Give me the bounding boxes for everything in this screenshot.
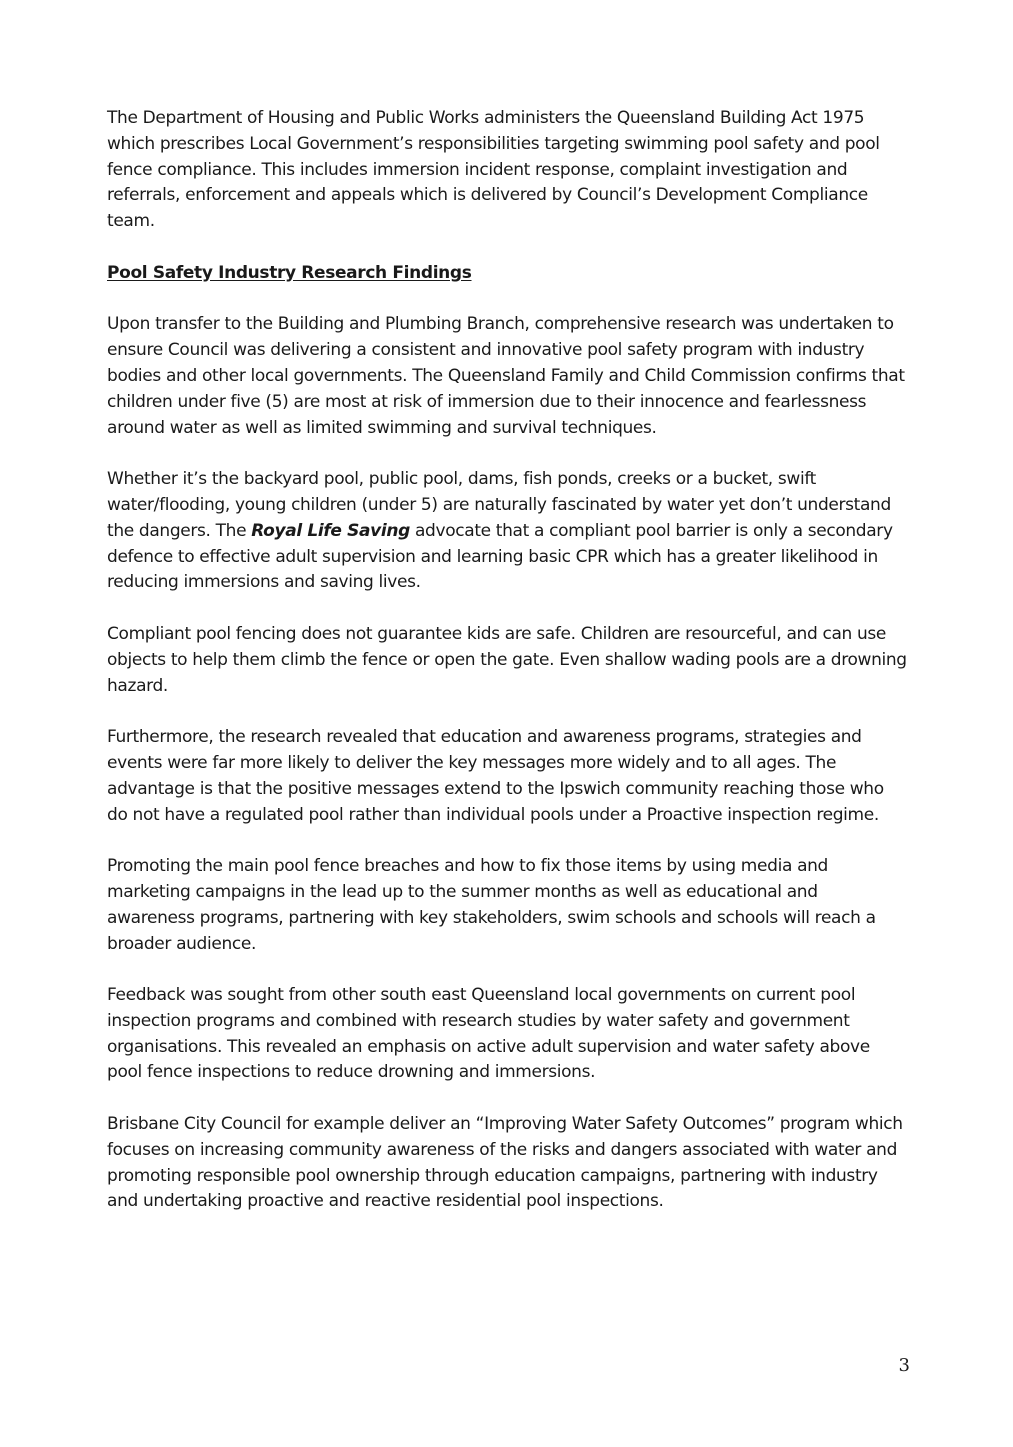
royal-life-saving-emphasis: Royal Life Saving [251,520,410,541]
paragraph-promoting-breaches: Promoting the main pool fence breaches and how to fix those items by using media and marketing campaigns in the lead up to the summer months as well as educational and awareness programs, partnering with key stakeholders, swim schools and schools will reach a broader audience. [107,856,876,954]
document-body [107,106,907,1241]
paragraph-research-transfer: Upon transfer to the Building and Plumbing Branch, comprehensive research was undertaken to ensure Council was delivering a consistent and innovative pool safety program with industry bodies and other local governments. The Queensland Family and Child Commission confirms that children under five (5) are most at risk of immersion due to their innocence and fearlessness around water as well as limited swimming and survival techniques. [107,314,905,438]
paragraph-water-dangers [107,467,907,596]
paragraph-compliant-fencing: Compliant pool fencing does not guarantee kids are safe. Children are resourceful, and can use objects to help them climb the fence or open the gate. Even shallow wading pools are a drowning hazard. [107,623,907,696]
paragraph-education-programs: Furthermore, the research revealed that education and awareness programs, strategies and events were far more likely to deliver the key messages more widely and to all ages. The advantage is that the positive messages extend to the Ipswich community reaching those who do not have a regulated pool rather than individual pools under a Proactive inspection regime. [107,727,884,825]
paragraph-brisbane-example: Brisbane City Council for example deliver an “Improving Water Safety Outcomes” program which focuses on increasing community awareness of the risks and dangers associated with water and promoting responsible pool ownership through education campaigns, partnering with industry and undertaking proactive and reactive residential pool inspections. [107,1114,903,1212]
paragraph-water-dangers-part-2: advocate that a compliant pool barrier is only a secondary defence to effective adult supervision and learning basic CPR which has a greater likelihood in reducing immersions and saving lives. [107,520,893,593]
page-number: 3 [898,1355,910,1376]
section-heading: Pool Safety Industry Research Findings [107,262,472,283]
paragraph-water-dangers-part-1: Whether it’s the backyard pool, public pool, dams, fish ponds, creeks or a bucket, swift water/flooding, young children (under 5) are naturally fascinated by water yet don’t understand the dangers. The [107,469,891,541]
paragraph-building-act: The Department of Housing and Public Works administers the Queensland Building Act 1975 which prescribes Local Government’s responsibilities targeting swimming pool safety and pool fence compliance. This includes immersion incident response, complaint investigation and referrals, enforcement and appeals which is delivered by Council’s Development Compliance team. [107,108,880,232]
paragraph-feedback: Feedback was sought from other south east Queensland local governments on current pool inspection programs and combined with research studies by water safety and government organisations. This revealed an emphasis on active adult supervision and water safety above pool fence inspections to reduce drowning and immersions. [107,985,870,1083]
